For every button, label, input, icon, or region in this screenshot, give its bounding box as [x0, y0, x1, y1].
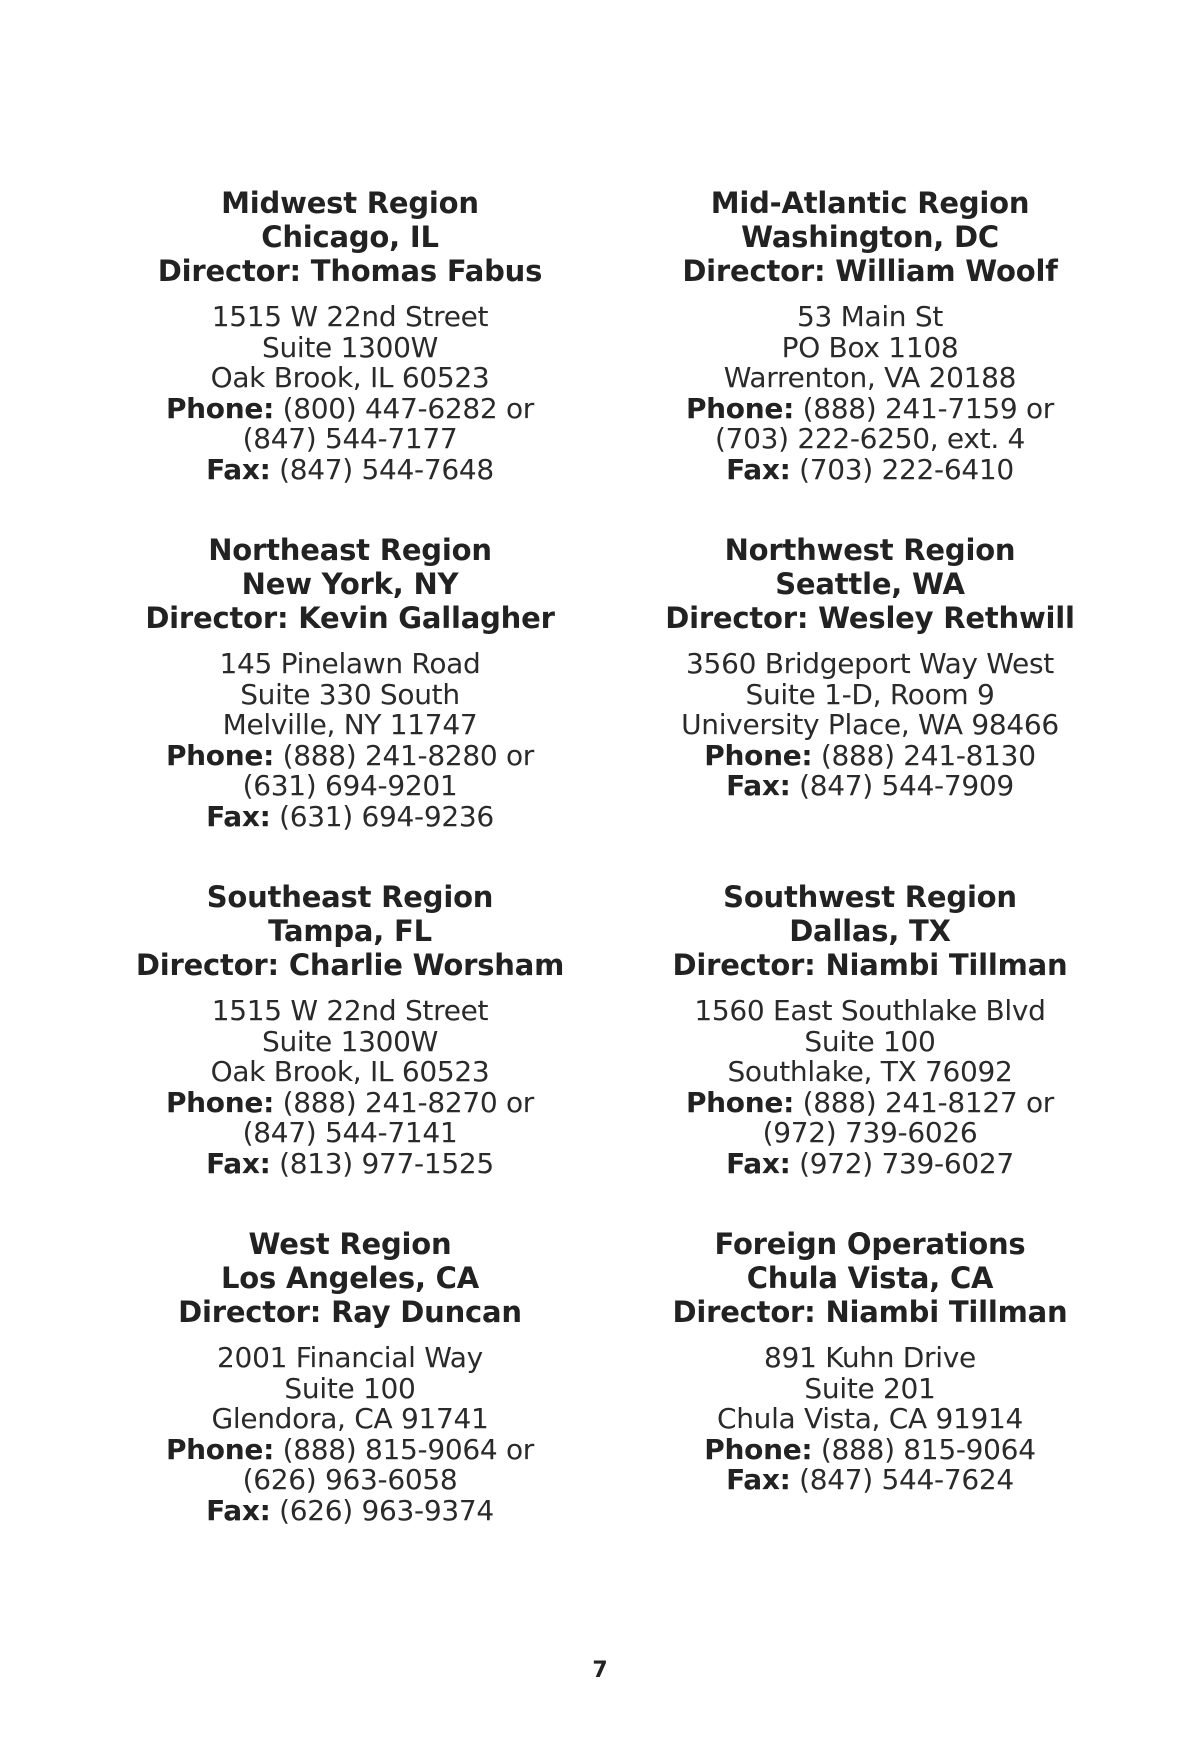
phone-line [610, 738, 1130, 772]
address-line: 1560 East Southlake Blvd [694, 994, 1046, 1027]
region-director: Director: Niambi Tillman [672, 948, 1068, 982]
address-line: Suite 330 South [240, 677, 460, 711]
address-line: University Place, WA 98466 [681, 708, 1059, 741]
contact-info [610, 996, 1130, 1179]
phone-number: (888) 815-9064 [820, 1432, 1036, 1466]
region-city: Washington, DC [741, 220, 999, 254]
address-line: Suite 1-D, Room 9 [745, 677, 995, 711]
fax-line [90, 1146, 610, 1180]
address-line: 891 Kuhn Drive [764, 1341, 976, 1374]
phone-number-alt: (626) 963-6058 [242, 1463, 458, 1496]
phone-number: (888) 241-8130 [820, 738, 1036, 772]
address-line: Suite 100 [284, 1371, 416, 1405]
fax-line [610, 1465, 1130, 1496]
region-director: Director: Wesley Rethwill [665, 601, 1075, 635]
region-heading [90, 1227, 610, 1329]
region-block [90, 186, 610, 533]
phone-line [610, 1085, 1130, 1119]
phone-line [90, 738, 610, 772]
address-line: 1515 W 22nd Street [211, 994, 489, 1027]
contact-info [610, 649, 1130, 802]
region-block [90, 1227, 610, 1574]
fax-line [610, 771, 1130, 802]
region-name: Foreign Operations [714, 1227, 1026, 1261]
address-line: 2001 Financial Way [217, 1341, 483, 1374]
fax-label: Fax: [726, 452, 791, 486]
region-heading [610, 533, 1130, 635]
phone-label: Phone: [704, 738, 813, 772]
region-city: New York, NY [241, 567, 459, 601]
region-block [90, 880, 610, 1227]
fax-number: (847) 544-7624 [799, 1463, 1014, 1496]
phone-number-alt: (631) 694-9201 [242, 769, 458, 802]
region-director: Director: Ray Duncan [178, 1295, 522, 1329]
phone-number-alt: (847) 544-7141 [242, 1116, 458, 1149]
region-name: Northwest Region [724, 533, 1016, 567]
fax-number: (631) 694-9236 [279, 799, 494, 833]
region-director: Director: Thomas Fabus [157, 254, 543, 288]
contact-info [90, 649, 610, 832]
address-line: 145 Pinelawn Road [219, 647, 481, 680]
region-name: West Region [248, 1227, 452, 1261]
region-city: Seattle, WA [775, 567, 965, 601]
region-directory [90, 186, 1130, 1574]
region-city: Chula Vista, CA [746, 1261, 994, 1295]
region-city: Dallas, TX [789, 914, 951, 948]
fax-line [610, 1146, 1130, 1180]
address-line: Oak Brook, IL 60523 [210, 361, 490, 394]
phone-line [610, 391, 1130, 425]
address-line: PO Box 1108 [781, 330, 959, 364]
region-director: Director: William Woolf [682, 254, 1058, 288]
fax-label: Fax: [206, 1493, 271, 1527]
phone-label: Phone: [165, 1085, 274, 1119]
region-heading [610, 186, 1130, 288]
region-name: Southwest Region [723, 880, 1017, 914]
fax-number: (847) 544-7909 [799, 769, 1014, 802]
region-heading [610, 880, 1130, 982]
address-line: Suite 201 [804, 1371, 936, 1405]
phone-label: Phone: [704, 1432, 813, 1466]
fax-label: Fax: [206, 799, 271, 833]
address-line: Suite 100 [804, 1024, 936, 1058]
region-city: Los Angeles, CA [221, 1261, 479, 1295]
fax-line [610, 452, 1130, 486]
fax-label: Fax: [726, 1463, 791, 1496]
address-line: Oak Brook, IL 60523 [210, 1055, 490, 1088]
fax-label: Fax: [206, 1146, 271, 1180]
fax-label: Fax: [726, 769, 791, 802]
address-line: 3560 Bridgeport Way West [686, 647, 1054, 680]
region-heading [90, 880, 610, 982]
phone-label: Phone: [165, 1432, 274, 1466]
fax-number: (626) 963-9374 [279, 1493, 494, 1527]
region-heading [610, 1227, 1130, 1329]
address-line: Suite 1300W [261, 330, 439, 364]
region-city: Chicago, IL [261, 220, 439, 254]
fax-label: Fax: [726, 1146, 791, 1180]
phone-label: Phone: [165, 738, 274, 772]
phone-number-alt: (703) 222-6250, ext. 4 [714, 422, 1026, 455]
fax-number: (972) 739-6027 [799, 1146, 1014, 1180]
phone-line [90, 1432, 610, 1466]
address-line: Glendora, CA 91741 [211, 1402, 489, 1435]
phone-number-alt: (847) 544-7177 [242, 422, 458, 455]
fax-number: (847) 544-7648 [279, 452, 494, 486]
phone-line [90, 1085, 610, 1119]
phone-number: (888) 241-8280 or [282, 738, 535, 772]
region-city: Tampa, FL [268, 914, 432, 948]
region-block [610, 533, 1130, 880]
region-director: Director: Kevin Gallagher [145, 601, 555, 635]
region-block [610, 880, 1130, 1227]
region-heading [90, 533, 610, 635]
phone-number: (888) 241-8270 or [282, 1085, 535, 1119]
region-block [610, 186, 1130, 533]
contact-info [90, 1343, 610, 1526]
phone-number: (888) 241-8127 or [802, 1085, 1055, 1119]
fax-number: (813) 977-1525 [279, 1146, 494, 1180]
contact-info [610, 302, 1130, 485]
phone-number: (888) 815-9064 or [282, 1432, 535, 1466]
address-line: 1515 W 22nd Street [211, 300, 489, 333]
phone-line [90, 391, 610, 425]
region-name: Mid-Atlantic Region [710, 186, 1030, 220]
region-director: Director: Niambi Tillman [672, 1295, 1068, 1329]
fax-line [90, 1493, 610, 1527]
phone-number: (888) 241-7159 or [802, 391, 1055, 425]
fax-line [90, 452, 610, 486]
phone-label: Phone: [685, 1085, 794, 1119]
region-name: Midwest Region [221, 186, 479, 220]
contact-info [90, 302, 610, 485]
region-block [610, 1227, 1130, 1574]
phone-label: Phone: [685, 391, 794, 425]
address-line: Southlake, TX 76092 [727, 1055, 1013, 1088]
address-line: Warrenton, VA 20188 [723, 361, 1017, 394]
address-line: Suite 1300W [261, 1024, 439, 1058]
phone-number: (800) 447-6282 or [282, 391, 535, 425]
fax-line [90, 799, 610, 833]
fax-number: (703) 222-6410 [799, 452, 1014, 486]
address-line: Chula Vista, CA 91914 [716, 1402, 1024, 1435]
fax-label: Fax: [206, 452, 271, 486]
phone-line [610, 1432, 1130, 1466]
phone-label: Phone: [165, 391, 274, 425]
contact-info [610, 1343, 1130, 1496]
region-heading [90, 186, 610, 288]
region-name: Northeast Region [208, 533, 492, 567]
page-number: 7 [592, 1658, 608, 1683]
phone-number-alt: (972) 739-6026 [762, 1116, 978, 1149]
address-line: Melville, NY 11747 [222, 708, 478, 741]
region-block [90, 533, 610, 880]
contact-info [90, 996, 610, 1179]
region-name: Southeast Region [206, 880, 494, 914]
region-director: Director: Charlie Worsham [135, 948, 565, 982]
address-line: 53 Main St [796, 300, 944, 333]
